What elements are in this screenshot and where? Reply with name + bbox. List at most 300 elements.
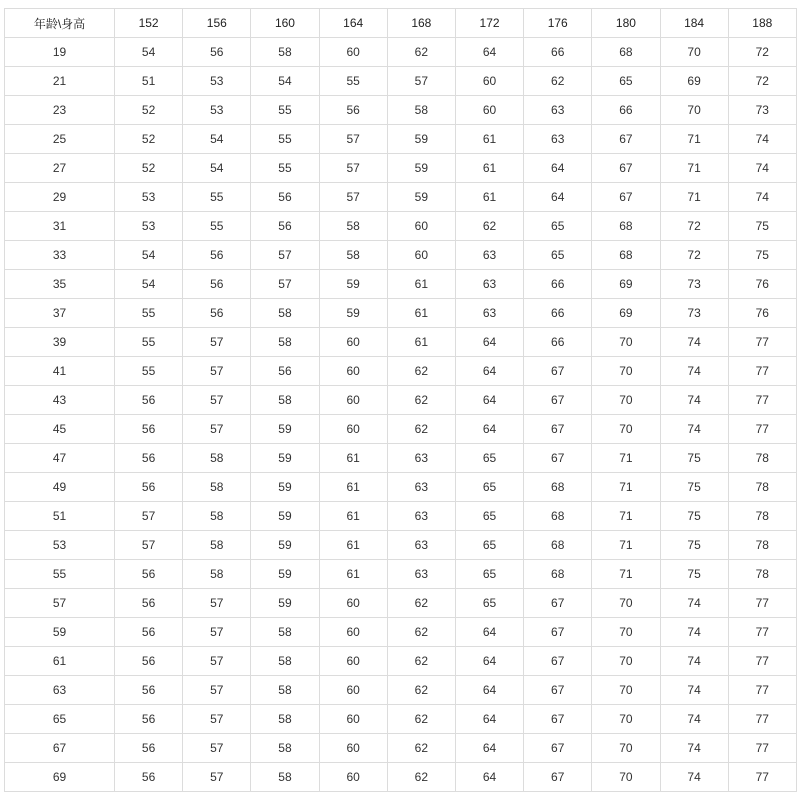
weight-cell: 70: [592, 734, 660, 763]
weight-cell: 76: [728, 299, 796, 328]
weight-cell: 58: [319, 212, 387, 241]
weight-cell: 77: [728, 328, 796, 357]
corner-header: 年龄\身高: [5, 9, 115, 38]
age-cell: 33: [5, 241, 115, 270]
age-cell: 41: [5, 357, 115, 386]
weight-cell: 57: [183, 734, 251, 763]
weight-cell: 58: [251, 647, 319, 676]
weight-cell: 55: [115, 299, 183, 328]
age-cell: 23: [5, 96, 115, 125]
weight-cell: 58: [387, 96, 455, 125]
weight-cell: 63: [524, 96, 592, 125]
weight-cell: 64: [455, 415, 523, 444]
weight-cell: 70: [592, 618, 660, 647]
weight-cell: 56: [115, 560, 183, 589]
weight-cell: 54: [251, 67, 319, 96]
age-cell: 39: [5, 328, 115, 357]
weight-cell: 62: [387, 357, 455, 386]
table-row: [5, 560, 797, 589]
table-row: [5, 647, 797, 676]
weight-cell: 67: [524, 705, 592, 734]
weight-cell: 59: [251, 560, 319, 589]
weight-cell: 56: [183, 241, 251, 270]
weight-cell: 59: [251, 589, 319, 618]
weight-cell: 58: [251, 705, 319, 734]
weight-cell: 77: [728, 676, 796, 705]
age-cell: 67: [5, 734, 115, 763]
weight-cell: 56: [183, 38, 251, 67]
weight-cell: 57: [183, 647, 251, 676]
weight-cell: 67: [524, 647, 592, 676]
age-cell: 43: [5, 386, 115, 415]
weight-cell: 67: [524, 589, 592, 618]
table-row: [5, 328, 797, 357]
weight-cell: 65: [455, 589, 523, 618]
weight-cell: 63: [387, 560, 455, 589]
weight-cell: 56: [251, 357, 319, 386]
age-cell: 45: [5, 415, 115, 444]
weight-cell: 61: [387, 299, 455, 328]
weight-cell: 56: [115, 763, 183, 792]
weight-cell: 71: [592, 444, 660, 473]
weight-cell: 61: [455, 125, 523, 154]
weight-cell: 65: [455, 502, 523, 531]
weight-cell: 62: [524, 67, 592, 96]
weight-cell: 62: [387, 386, 455, 415]
weight-cell: 61: [319, 473, 387, 502]
weight-cell: 71: [592, 473, 660, 502]
weight-cell: 66: [524, 299, 592, 328]
weight-cell: 69: [592, 299, 660, 328]
weight-cell: 66: [524, 38, 592, 67]
weight-table: [4, 8, 797, 792]
weight-cell: 58: [251, 328, 319, 357]
weight-cell: 60: [387, 212, 455, 241]
weight-cell: 77: [728, 357, 796, 386]
weight-cell: 74: [660, 328, 728, 357]
weight-cell: 53: [115, 212, 183, 241]
weight-cell: 62: [387, 705, 455, 734]
table-row: [5, 618, 797, 647]
weight-cell: 55: [183, 212, 251, 241]
weight-cell: 62: [387, 415, 455, 444]
weight-cell: 57: [183, 763, 251, 792]
weight-cell: 64: [455, 38, 523, 67]
weight-cell: 64: [455, 618, 523, 647]
weight-cell: 58: [251, 618, 319, 647]
weight-cell: 56: [115, 415, 183, 444]
weight-cell: 65: [455, 473, 523, 502]
weight-cell: 60: [319, 589, 387, 618]
height-header: 180: [592, 9, 660, 38]
age-cell: 59: [5, 618, 115, 647]
weight-cell: 75: [728, 241, 796, 270]
table-row: [5, 212, 797, 241]
weight-cell: 67: [592, 183, 660, 212]
table-row: [5, 415, 797, 444]
weight-cell: 59: [387, 125, 455, 154]
weight-cell: 62: [387, 618, 455, 647]
weight-cell: 70: [592, 386, 660, 415]
weight-cell: 74: [660, 415, 728, 444]
weight-cell: 56: [115, 589, 183, 618]
age-cell: 69: [5, 763, 115, 792]
weight-cell: 65: [592, 67, 660, 96]
age-cell: 53: [5, 531, 115, 560]
weight-cell: 74: [660, 763, 728, 792]
age-cell: 25: [5, 125, 115, 154]
weight-cell: 56: [319, 96, 387, 125]
weight-cell: 64: [455, 705, 523, 734]
weight-cell: 74: [660, 618, 728, 647]
weight-cell: 57: [183, 618, 251, 647]
weight-cell: 58: [251, 386, 319, 415]
weight-cell: 54: [115, 241, 183, 270]
weight-cell: 61: [387, 328, 455, 357]
weight-cell: 67: [524, 734, 592, 763]
weight-cell: 61: [387, 270, 455, 299]
weight-cell: 74: [728, 183, 796, 212]
weight-cell: 72: [660, 212, 728, 241]
weight-cell: 78: [728, 502, 796, 531]
weight-cell: 54: [183, 154, 251, 183]
weight-cell: 65: [455, 444, 523, 473]
weight-cell: 59: [251, 502, 319, 531]
weight-cell: 65: [524, 212, 592, 241]
weight-cell: 67: [592, 154, 660, 183]
weight-cell: 55: [251, 96, 319, 125]
weight-cell: 53: [183, 96, 251, 125]
weight-cell: 70: [592, 357, 660, 386]
weight-cell: 66: [524, 270, 592, 299]
weight-cell: 75: [728, 212, 796, 241]
weight-cell: 58: [183, 560, 251, 589]
table-row: [5, 183, 797, 212]
weight-cell: 56: [115, 647, 183, 676]
weight-cell: 78: [728, 531, 796, 560]
weight-cell: 60: [319, 763, 387, 792]
weight-cell: 59: [319, 270, 387, 299]
weight-cell: 77: [728, 647, 796, 676]
weight-cell: 62: [387, 734, 455, 763]
weight-cell: 74: [660, 589, 728, 618]
weight-cell: 56: [115, 705, 183, 734]
table-row: [5, 125, 797, 154]
table-row: [5, 299, 797, 328]
weight-cell: 60: [319, 647, 387, 676]
weight-cell: 70: [592, 415, 660, 444]
table-row: [5, 241, 797, 270]
height-header: 172: [455, 9, 523, 38]
weight-cell: 57: [319, 125, 387, 154]
weight-cell: 54: [115, 38, 183, 67]
weight-cell: 56: [115, 618, 183, 647]
age-cell: 51: [5, 502, 115, 531]
weight-cell: 61: [455, 183, 523, 212]
weight-cell: 55: [115, 328, 183, 357]
weight-cell: 57: [319, 183, 387, 212]
weight-cell: 58: [319, 241, 387, 270]
weight-cell: 58: [251, 734, 319, 763]
weight-cell: 64: [455, 647, 523, 676]
weight-cell: 60: [319, 676, 387, 705]
weight-cell: 64: [455, 328, 523, 357]
weight-cell: 68: [524, 560, 592, 589]
age-cell: 29: [5, 183, 115, 212]
weight-cell: 64: [455, 734, 523, 763]
weight-cell: 58: [183, 473, 251, 502]
weight-cell: 64: [524, 183, 592, 212]
header-row: [5, 9, 797, 38]
age-cell: 21: [5, 67, 115, 96]
weight-cell: 57: [183, 415, 251, 444]
weight-cell: 68: [592, 38, 660, 67]
weight-cell: 56: [115, 676, 183, 705]
weight-cell: 69: [592, 270, 660, 299]
age-cell: 65: [5, 705, 115, 734]
weight-cell: 59: [251, 473, 319, 502]
weight-cell: 77: [728, 386, 796, 415]
weight-cell: 67: [524, 763, 592, 792]
weight-cell: 58: [251, 38, 319, 67]
weight-cell: 70: [592, 328, 660, 357]
weight-cell: 64: [524, 154, 592, 183]
weight-cell: 53: [183, 67, 251, 96]
weight-cell: 51: [115, 67, 183, 96]
table-row: [5, 763, 797, 792]
weight-cell: 67: [524, 357, 592, 386]
weight-cell: 59: [387, 154, 455, 183]
weight-cell: 55: [251, 154, 319, 183]
weight-cell: 68: [524, 502, 592, 531]
weight-cell: 60: [319, 415, 387, 444]
weight-cell: 61: [319, 444, 387, 473]
weight-cell: 75: [660, 560, 728, 589]
weight-cell: 78: [728, 444, 796, 473]
weight-cell: 57: [183, 328, 251, 357]
weight-cell: 60: [387, 241, 455, 270]
weight-cell: 60: [455, 67, 523, 96]
weight-cell: 53: [115, 183, 183, 212]
weight-cell: 66: [592, 96, 660, 125]
weight-cell: 70: [592, 763, 660, 792]
weight-cell: 58: [251, 676, 319, 705]
weight-cell: 55: [319, 67, 387, 96]
weight-cell: 57: [115, 502, 183, 531]
weight-cell: 68: [592, 241, 660, 270]
weight-cell: 59: [251, 444, 319, 473]
weight-cell: 54: [115, 270, 183, 299]
weight-cell: 56: [251, 183, 319, 212]
weight-cell: 58: [183, 531, 251, 560]
weight-cell: 77: [728, 589, 796, 618]
weight-cell: 72: [728, 67, 796, 96]
weight-cell: 58: [183, 444, 251, 473]
weight-cell: 57: [319, 154, 387, 183]
weight-cell: 75: [660, 473, 728, 502]
weight-cell: 75: [660, 502, 728, 531]
weight-cell: 55: [115, 357, 183, 386]
weight-cell: 52: [115, 96, 183, 125]
age-cell: 57: [5, 589, 115, 618]
weight-cell: 73: [728, 96, 796, 125]
weight-cell: 77: [728, 705, 796, 734]
weight-cell: 70: [660, 38, 728, 67]
height-header: 184: [660, 9, 728, 38]
weight-cell: 70: [592, 705, 660, 734]
weight-cell: 63: [455, 270, 523, 299]
weight-cell: 55: [251, 125, 319, 154]
weight-cell: 59: [387, 183, 455, 212]
weight-cell: 63: [387, 473, 455, 502]
weight-cell: 61: [319, 531, 387, 560]
weight-cell: 56: [251, 212, 319, 241]
weight-cell: 68: [592, 212, 660, 241]
weight-cell: 57: [251, 270, 319, 299]
weight-cell: 71: [592, 560, 660, 589]
weight-cell: 57: [183, 357, 251, 386]
weight-cell: 62: [387, 589, 455, 618]
weight-cell: 61: [319, 502, 387, 531]
weight-cell: 62: [387, 38, 455, 67]
weight-cell: 60: [455, 96, 523, 125]
table-row: [5, 676, 797, 705]
age-cell: 27: [5, 154, 115, 183]
weight-cell: 77: [728, 618, 796, 647]
weight-cell: 71: [660, 154, 728, 183]
table-row: [5, 154, 797, 183]
weight-cell: 62: [387, 763, 455, 792]
table-body: [5, 38, 797, 792]
age-cell: 61: [5, 647, 115, 676]
height-header: 168: [387, 9, 455, 38]
age-cell: 37: [5, 299, 115, 328]
weight-cell: 67: [524, 386, 592, 415]
weight-cell: 57: [183, 705, 251, 734]
table-row: [5, 734, 797, 763]
weight-cell: 57: [251, 241, 319, 270]
weight-cell: 76: [728, 270, 796, 299]
weight-cell: 62: [387, 647, 455, 676]
table-row: [5, 473, 797, 502]
weight-cell: 71: [660, 183, 728, 212]
age-cell: 47: [5, 444, 115, 473]
age-cell: 55: [5, 560, 115, 589]
weight-cell: 70: [592, 676, 660, 705]
weight-cell: 74: [660, 734, 728, 763]
weight-cell: 70: [592, 647, 660, 676]
weight-cell: 63: [455, 241, 523, 270]
table-row: [5, 270, 797, 299]
weight-cell: 60: [319, 38, 387, 67]
weight-cell: 63: [524, 125, 592, 154]
weight-cell: 67: [524, 618, 592, 647]
weight-cell: 63: [455, 299, 523, 328]
weight-cell: 73: [660, 270, 728, 299]
weight-cell: 63: [387, 444, 455, 473]
weight-cell: 62: [387, 676, 455, 705]
weight-cell: 57: [183, 589, 251, 618]
table-row: [5, 96, 797, 125]
weight-cell: 57: [183, 676, 251, 705]
weight-cell: 64: [455, 386, 523, 415]
age-cell: 31: [5, 212, 115, 241]
weight-cell: 57: [183, 386, 251, 415]
table-row: [5, 531, 797, 560]
weight-cell: 68: [524, 531, 592, 560]
weight-cell: 59: [319, 299, 387, 328]
weight-cell: 60: [319, 357, 387, 386]
height-header: 176: [524, 9, 592, 38]
weight-cell: 56: [115, 444, 183, 473]
age-cell: 35: [5, 270, 115, 299]
weight-cell: 74: [660, 705, 728, 734]
table-row: [5, 502, 797, 531]
weight-cell: 52: [115, 154, 183, 183]
weight-cell: 71: [660, 125, 728, 154]
weight-cell: 74: [660, 386, 728, 415]
age-cell: 63: [5, 676, 115, 705]
age-cell: 19: [5, 38, 115, 67]
weight-cell: 56: [115, 473, 183, 502]
weight-cell: 63: [387, 502, 455, 531]
height-header: 188: [728, 9, 796, 38]
weight-cell: 59: [251, 415, 319, 444]
weight-cell: 60: [319, 386, 387, 415]
table-row: [5, 589, 797, 618]
weight-cell: 60: [319, 734, 387, 763]
weight-cell: 78: [728, 473, 796, 502]
weight-cell: 72: [660, 241, 728, 270]
weight-cell: 73: [660, 299, 728, 328]
weight-cell: 77: [728, 734, 796, 763]
weight-cell: 74: [728, 154, 796, 183]
weight-cell: 67: [592, 125, 660, 154]
weight-cell: 61: [319, 560, 387, 589]
weight-cell: 68: [524, 473, 592, 502]
weight-cell: 77: [728, 415, 796, 444]
age-cell: 49: [5, 473, 115, 502]
weight-cell: 71: [592, 531, 660, 560]
table-row: [5, 357, 797, 386]
table-row: [5, 444, 797, 473]
weight-cell: 56: [115, 734, 183, 763]
weight-cell: 67: [524, 415, 592, 444]
weight-cell: 78: [728, 560, 796, 589]
weight-cell: 57: [387, 67, 455, 96]
weight-cell: 65: [455, 531, 523, 560]
table-row: [5, 705, 797, 734]
weight-cell: 77: [728, 763, 796, 792]
height-header: 160: [251, 9, 319, 38]
weight-cell: 64: [455, 357, 523, 386]
weight-cell: 74: [728, 125, 796, 154]
weight-cell: 55: [183, 183, 251, 212]
weight-cell: 57: [115, 531, 183, 560]
height-header: 164: [319, 9, 387, 38]
weight-cell: 60: [319, 705, 387, 734]
weight-cell: 62: [455, 212, 523, 241]
weight-cell: 67: [524, 676, 592, 705]
weight-cell: 58: [251, 763, 319, 792]
weight-cell: 75: [660, 531, 728, 560]
table-row: [5, 67, 797, 96]
weight-cell: 59: [251, 531, 319, 560]
weight-cell: 54: [183, 125, 251, 154]
weight-cell: 74: [660, 647, 728, 676]
weight-cell: 67: [524, 444, 592, 473]
weight-cell: 66: [524, 328, 592, 357]
